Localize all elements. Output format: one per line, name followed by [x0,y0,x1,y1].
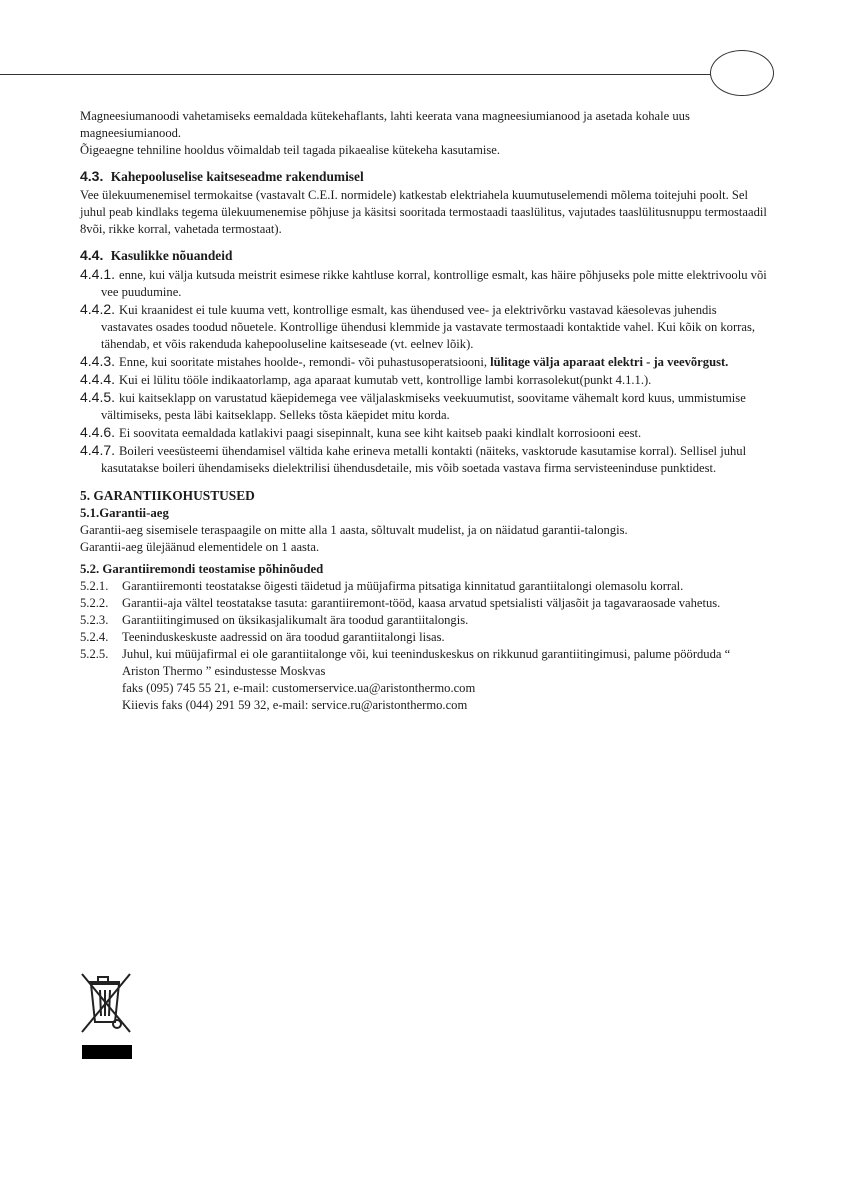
section-4-4-title: Kasulikke nõuandeid [110,248,233,263]
tip-4-4-3 [80,353,770,371]
section-4-3-title: Kahepooluselise kaitseseadme rakendumisel [110,169,364,184]
tip-text: Ei soovitata eemaldada katlakivi paagi sisepinnalt, kuna see kiht kaitseb paaki kindlalt korrosiooni eest. [119,426,642,440]
section-4-3-body: Vee ülekuumenemisel termokaitse (vastavalt C.E.I. normidele) katkestab elektriahela kuumutuselemendi mõlema toitejuhi poolt. Sel juhul peab kindlaks tegema ülekuumenemise põhjuse ja käsitsi sooritada termostaadi taaslülitus, vajutades taaslülitusnuppu termostaadil 8või, rikke korral, vahetada termostaat). [80,188,767,236]
tip-text: enne, kui välja kutsuda meistrit esimese rikke kahtluse korral, kontrollige esmalt, kas häire põhjuseks pole mitte elektrivoolu või vee puudumine. [101,268,767,299]
tip-4-4-5 [80,389,770,424]
header-rule [0,74,712,75]
crossed-out-wheelie-bin-icon [78,968,134,1043]
tip-number: 4.4.5. [80,389,116,405]
section-5-2-heading: 5.2. Garantiiremondi teostamise põhinõuded [80,562,324,576]
tip-4-4-4 [80,371,770,389]
clause-number: 5.2.5. [80,647,109,661]
clause-text [122,646,770,714]
tip-4-4-6 [80,424,770,442]
clause-text: Garantiitingimused on üksikasjalikumalt ära toodud garantiitalongis. [122,613,469,627]
tip-text: Enne, kui sooritate mistahes hoolde-, remondi- või puhastusoperatsiooni, [119,355,487,369]
intro-paragraph-1: Magneesiumanoodi vahetamiseks eemaldada kütekehaflants, lahti keerata vana magneesiumianood ja asetada kohale uus magneesiumianood. [80,109,690,140]
clause-text: Garantii-aja vältel teostatakse tasuta: garantiiremont-tööd, kaasa arvatud spetsialisti väljasõit ja tagavaraosade vahetus. [122,596,721,610]
tip-number: 4.4.1. [80,266,116,282]
tip-4-4-1 [80,266,770,301]
section-5-1-heading: 5.1.Garantii-aeg [80,506,169,520]
clause-number: 5.2.1. [80,579,109,593]
clause-number: 5.2.4. [80,630,109,644]
section-5-1-paragraph-2: Garantii-aeg ülejäänud elementidele on 1 aasta. [80,540,320,554]
tip-text: Boileri veesüsteemi ühendamisel vältida kahe erineva metalli kontakti (näiteks, vasktorude kasutamise korral). Sellisel juhul kasutatakse boileri ühendamiseks dielektrilisi ühendusdetaile, mis võib soetada vastava firma servisteeninduse punktidest. [101,444,747,475]
contact-kiev: Kiievis faks (044) 291 59 32, e-mail: service.ru@aristonthermo.com [122,698,468,712]
tip-number: 4.4.2. [80,301,116,317]
tip-number: 4.4.4. [80,371,116,387]
section-5-heading: 5. GARANTIIKOHUSTUSED [80,488,255,503]
page-number-circle [710,50,774,96]
clause-5-2-3 [80,612,770,629]
tip-number: 4.4.6. [80,424,116,440]
separate-collection-bar [82,1045,132,1059]
clause-5-2-5 [80,646,770,714]
section-4-3-heading [80,167,770,186]
tip-4-4-2 [80,301,770,353]
tip-number: 4.4.7. [80,442,116,458]
tip-4-4-7 [80,442,770,477]
contact-moscow: faks (095) 745 55 21, e-mail: customerservice.ua@aristonthermo.com [122,681,476,695]
section-4-4-heading [80,246,770,265]
tip-bold-warning: lülitage välja aparaat elektri - ja veevõrgust. [490,355,729,369]
tip-text: Kui ei lülitu tööle indikaatorlamp, aga aparaat kumutab vett, kontrollige lambi korrasolekut(punkt 4.1.1.). [119,373,652,387]
tip-text: Kui kraanidest ei tule kuuma vett, kontrollige esmalt, kas ühendused vee- ja elektrivõrku vastavad käesolevas juhendis vastavates osades toodud nõuetele. Kontrollige ühendusi klemmide ja vastavate termostaadi kontaktide vahel. Kui kõik on korras, tähendab, et võis rakenduda kahepooluseline kaitseseade (vt. eelnev lõik). [101,303,756,351]
document-body [80,108,770,714]
clause-5-2-1 [80,578,770,595]
clause-5-2-5-text: Juhul, kui müüjafirmal ei ole garantiitalonge või, kui teeninduskeskus on rikkunud garantiitingimusi, palume pöörduda “ Ariston Thermo ” esindustesse Moskvas [122,647,731,678]
clause-number: 5.2.3. [80,613,109,627]
section-4-4-number: 4.4. [80,247,104,263]
clause-text: Teeninduskeskuste aadressid on ära toodud garantiitalongi lisas. [122,630,445,644]
intro-paragraph-2: Õigeaegne tehniline hooldus võimaldab teil tagada pikaealise kütekeha kasutamise. [80,143,501,157]
section-4-3-number: 4.3. [80,168,104,184]
tip-text: kui kaitseklapp on varustatud käepidemega vee väljalaskmiseks veekuumutist, soovitame vähemalt kord kuus, ummistumise vältimiseks, pesta läbi kaitseklapp. Selleks tõsta käepidet mitu korda. [101,391,746,422]
clause-5-2-4 [80,629,770,646]
clause-text: Garantiiremonti teostatakse õigesti täidetud ja müüjafirma pitsatiga kinnitatud garantiitalongi olemasolu korral. [122,579,684,593]
clause-number: 5.2.2. [80,596,109,610]
section-5-1-paragraph-1: Garantii-aeg sisemisele teraspaagile on mitte alla 1 aasta, sõltuvalt mudelist, ja on näidatud garantii-talongis. [80,523,628,537]
tip-number: 4.4.3. [80,353,116,369]
clause-5-2-2 [80,595,770,612]
